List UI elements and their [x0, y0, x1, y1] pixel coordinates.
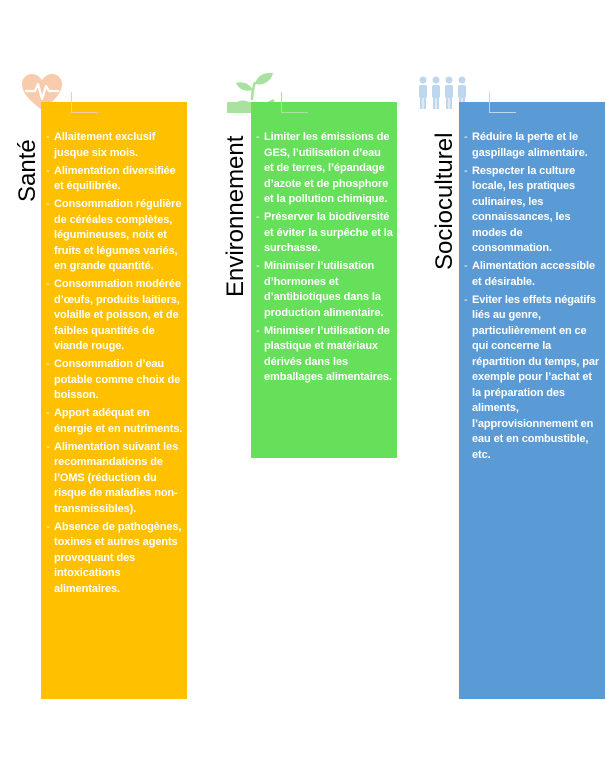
title-socioculturel: Socioculturel — [431, 132, 458, 270]
list-item: - Minimiser l’utilisation de plastique et matériaux dérivés dans les emballages alimentaires. — [256, 324, 393, 386]
list-item: - Respecter la culture locale, les pratiques culinaires, les connaissances, les modes de consommation. — [464, 164, 601, 257]
pillar-socioculturel-list — [464, 130, 601, 466]
list-item: - Alimentation diversifiée et équilibrée. — [46, 164, 183, 195]
pillar-socioculturel-connector — [489, 92, 516, 113]
list-item: - Réduire la perte et le gaspillage alimentaire. — [464, 130, 601, 161]
list-item: - Allaitement exclusif jusque six mois. — [46, 130, 183, 161]
pillar-sante-connector — [71, 92, 98, 113]
pillar-environnement-connector — [281, 92, 308, 113]
list-item: - Minimiser l’utilisation d’hormones et d’antibiotiques dans la production alimentaire. — [256, 259, 393, 321]
list-item: - Consommation régulière de céréales complètes, légumineuses, noix et fruits et légumes variés, en grande quantité. — [46, 197, 183, 275]
title-environnement: Environnement — [222, 135, 249, 297]
pillar-environnement — [251, 102, 397, 458]
list-item: - Préserver la biodiversité et éviter la surpêche et la surchasse. — [256, 210, 393, 257]
list-item: - Eviter les effets négatifs liés au genre, particulièrement en ce qui concerne la répartition du temps, par exemple pour l’achat et la préparation des aliments, l’approvisionnement en eau et en combustible, etc. — [464, 293, 601, 464]
list-item: - Apport adéquat en énergie et en nutriments. — [46, 406, 183, 437]
pillar-environnement-list — [256, 130, 393, 388]
list-item: - Absence de pathogènes, toxines et autres agents provoquant des intoxications alimentaires. — [46, 520, 183, 598]
list-item: - Limiter les émissions de GES, l’utilisation d’eau et de terres, l’épandage d’azote et de phosphore et la pollution chimique. — [256, 130, 393, 208]
list-item: - Consommation modérée d’œufs, produits laitiers, volaille et poisson, et de faibles quantités de viande rouge. — [46, 277, 183, 355]
pillar-sante-list — [46, 130, 183, 600]
list-item: - Alimentation accessible et désirable. — [464, 259, 601, 290]
pillar-sante — [41, 102, 187, 699]
title-sante: Santé — [14, 139, 41, 202]
pillar-socioculturel — [459, 102, 605, 699]
list-item: - Consommation d’eau potable comme choix de boisson. — [46, 357, 183, 404]
list-item: - Alimentation suivant les recommandations de l’OMS (réduction du risque de maladies non-transmissibles). — [46, 440, 183, 518]
